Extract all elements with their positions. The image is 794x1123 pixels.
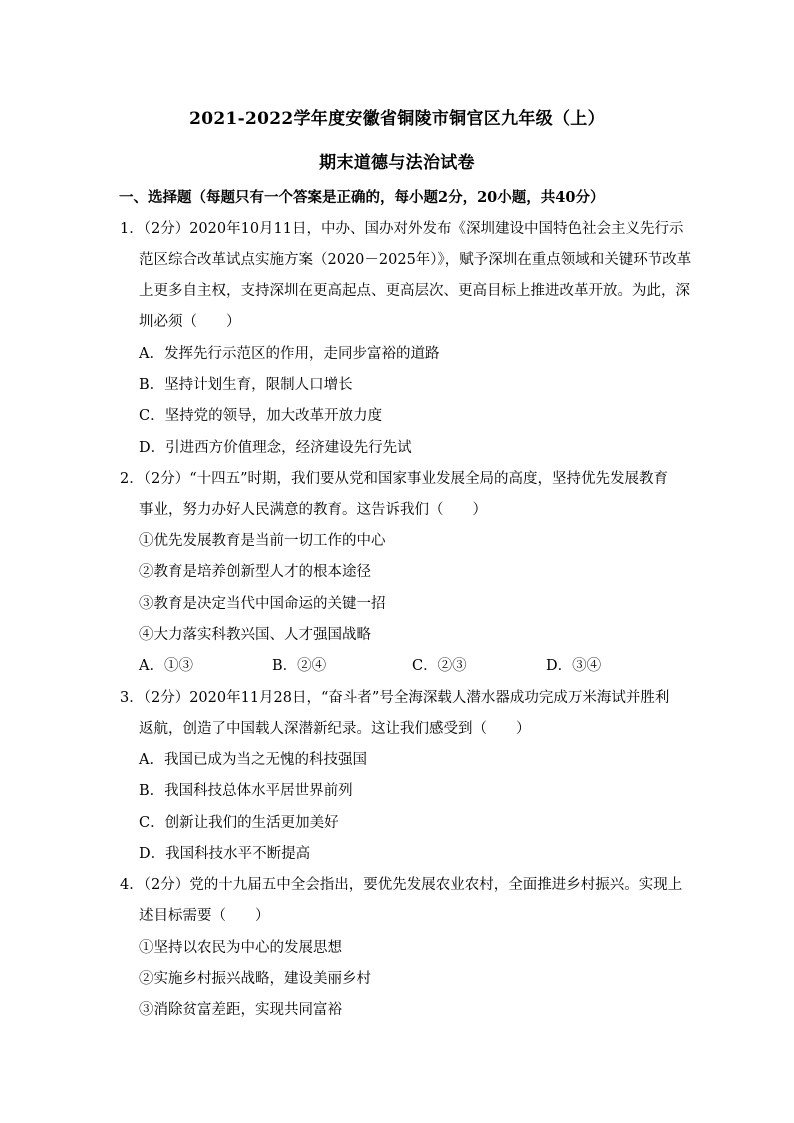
question-1-stem-line: 上更多自主权，支持深圳在更高起点、更高层次、更高目标上推进改革开放。为此，深 bbox=[139, 283, 690, 299]
question-2-statement-3: ③教育是决定当代中国命运的关键一招 bbox=[139, 596, 386, 612]
question-1-stem-line: 范区综合改革试点实施方案（2020－2025年）》，赋予深圳在重点领域和关键环节改革 bbox=[139, 252, 692, 268]
question-2-option-c: C．②③ bbox=[412, 658, 467, 674]
question-4-statement-3: ③消除贫富差距，实现共同富裕 bbox=[139, 1002, 342, 1018]
question-2-option-a: A．①③ bbox=[139, 658, 193, 674]
question-3-option-c: C．创新让我们的生活更加美好 bbox=[139, 815, 339, 831]
question-3-option-d: D．我国科技水平不断提高 bbox=[139, 846, 311, 862]
question-3-stem-line: 返航，创造了中国载人深潜新纪录。这让我们感受到（ ） bbox=[139, 721, 531, 737]
question-1-option-b: B．坚持计划生育，限制人口增长 bbox=[139, 377, 353, 393]
question-3-stem-line: 3．（2分）2020年11月28日，“奋斗者”号全海深载人潜水器成功完成万米海试并胜利 bbox=[120, 690, 670, 706]
exam-title-line2: 期末道德与法治试卷 bbox=[319, 153, 475, 173]
question-2-stem-line: 事业，努力办好人民满意的教育。这告诉我们（ ） bbox=[139, 502, 487, 518]
question-1-option-a: A．发挥先行示范区的作用，走同步富裕的道路 bbox=[139, 346, 440, 362]
question-1-stem-line: 1．（2分）2020年10月11日，中办、国办对外发布《深圳建设中国特色社会主义先行示 bbox=[120, 221, 684, 237]
question-1-option-d: D．引进西方价值理念，经济建设先行先试 bbox=[139, 440, 412, 456]
question-4-statement-1: ①坚持以农民为中心的发展思想 bbox=[139, 940, 342, 956]
question-2-statement-4: ④大力落实科教兴国、人才强国战略 bbox=[139, 627, 371, 643]
question-2-options-row bbox=[139, 654, 699, 676]
question-1-option-c: C．坚持党的领导，加大改革开放力度 bbox=[139, 408, 383, 424]
question-3-option-a: A．我国已成为当之无愧的科技强国 bbox=[139, 752, 367, 768]
question-2-stem-line: 2．（2分）“十四五”时期，我们要从党和国家事业发展全局的高度，坚持优先发展教育 bbox=[120, 471, 669, 487]
question-1-stem-line: 圳必须（ ） bbox=[139, 314, 241, 330]
question-4-stem-line: 4．（2分）党的十九届五中全会指出，要优先发展农业农村，全面推进乡村振兴。实现上 bbox=[120, 877, 683, 893]
question-4-stem-line: 述目标需要（ ） bbox=[139, 908, 270, 924]
question-2-statement-2: ②教育是培养创新型人才的根本途径 bbox=[139, 564, 371, 580]
exam-title-line1: 2021-2022学年度安徽省铜陵市铜官区九年级（上） bbox=[189, 109, 605, 129]
question-2-statement-1: ①优先发展教育是当前一切工作的中心 bbox=[139, 533, 386, 549]
question-2-option-d: D．③④ bbox=[546, 658, 602, 674]
question-3-option-b: B．我国科技总体水平居世界前列 bbox=[139, 783, 353, 799]
section-heading: 一、选择题（每题只有一个答案是正确的，每小题2分，20小题，共40分） bbox=[119, 189, 605, 206]
question-4-statement-2: ②实施乡村振兴战略，建设美丽乡村 bbox=[139, 971, 371, 987]
question-2-option-b: B．②④ bbox=[272, 658, 327, 674]
